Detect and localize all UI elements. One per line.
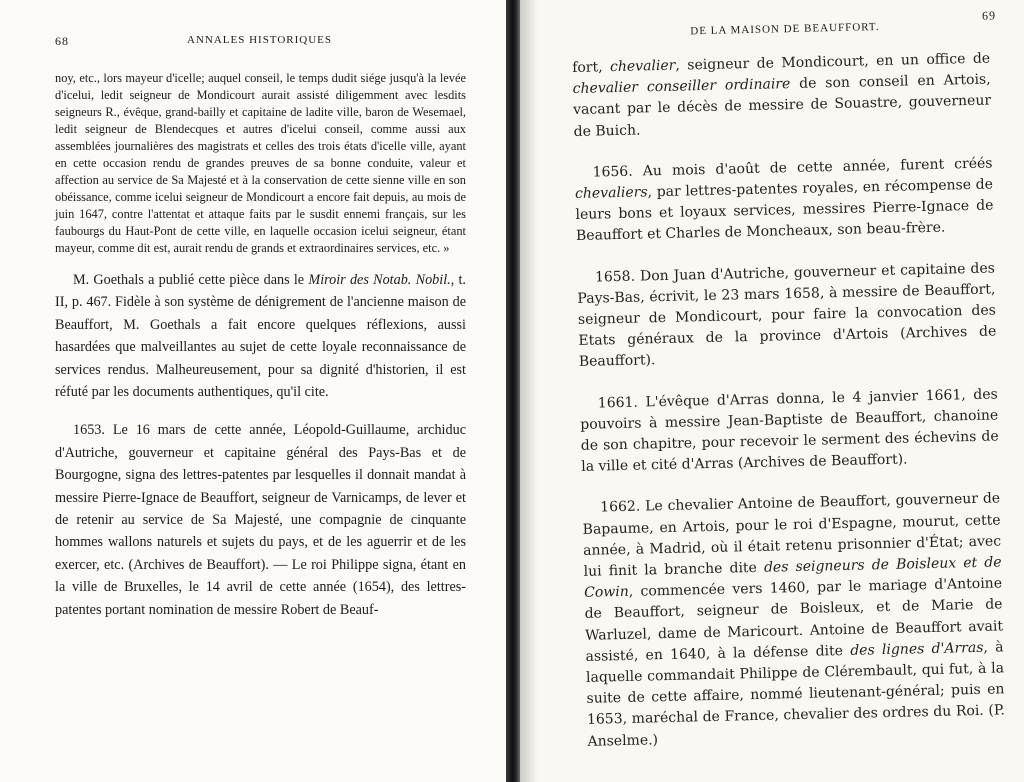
- p1662-text-c: , à laquelle commandait Philippe de Clérembault, qui fut, à la suite de cette affaire, nommé lieutenant-général; puis en 1653, maréchal de France, chevalier des ordres du Roi. (P. Anselme.): [585, 639, 1006, 750]
- left-running-title: ANNALES HISTORIQUES: [187, 34, 332, 46]
- paragraph-1662: [582, 489, 1006, 753]
- right-running-title: DE LA MAISON DE BEAUFFORT.: [690, 21, 880, 38]
- paragraph-1658: 1658. Don Juan d'Autriche, gouverneur et capitaine des Pays-Bas, écrivit, le 23 mars 1658, à messire de Beauffort, seigneur de Mondicourt, pour faire la convocation des Etats généraux de la province d'Artois (Archives de Beauffort).: [577, 260, 997, 371]
- p1656-italic: chevaliers: [574, 184, 648, 202]
- gutter-shadow: [520, 0, 538, 782]
- left-page-body: [55, 269, 466, 621]
- paragraph-1661: 1661. L'évêque d'Arras donna, le 4 janvier 1661, des pouvoirs à messire Jean-Baptiste de Beauffort, chanoine de son chapitre, pour recevoir le serment des échevins de la ville et cité d'Arras (Archives de Beauffort).: [580, 386, 999, 476]
- quoted-document-text: noy, etc., lors mayeur d'icelle; auquel conseil, le temps dudit siége jusqu'à la levée d'icelui, ledit seigneur de Mondicourt aurait assisté diligemment avec lesdits seigneurs R., évêque, grand-bailly et capitaine de ladite ville, baron de Wesemael, ledit seigneur de Blendecques et autres d'icelui conseil, comme aussi aux assemblées journalières des magistrats et celles des trois états d'icelle ville, ayant en cette occasion rendu de grandes preuves de sa bonne conduite, valeur et affection au service de Sa Majesté et à la conservation de cette sienne ville en son obéissance, comme icelui seigneur de Mondicourt a encore fait depuis, au mois de juin 1647, contre l'attentat et attaque faits par le susdit ennemi français, sur les faubourgs du Haut-Pont de cette ville, en laquelle occasion icelui seigneur, étant mayeur, comme dit est, aurait rendu de grands et extraordinaires services, etc. »: [55, 71, 466, 255]
- right-page: [520, 0, 1024, 782]
- cont-text-c: de son conseil en Artois, vacant par le décès de messire de Souastre, gouverneur de Buich.: [573, 71, 992, 140]
- cont-text-b: , seigneur de Mondicourt, en un office de: [675, 50, 991, 74]
- paragraph-goethals: [55, 269, 466, 403]
- right-page-number: 69: [981, 8, 997, 23]
- p1656-text-b: , par lettres-patentes royales, en récompense de leurs bons et loyaux services, messires Pierre-Ignace de Beauffort et Charles de Moncheaux, son beau-frère.: [575, 176, 994, 245]
- p1662-text-a: 1662. Le chevalier Antoine de Beauffort, gouverneur de Bapaume, en Artois, pour le roi d'Espagne, mourut, cette année, à Madrid, où il était retenu prisonnier d'État; avec lui finit la branche dite: [582, 490, 1002, 580]
- p1662-text-b: , commencée vers 1460, par le mariage d'Antoine de Beauffort, seigneur de Boisleux, et de Marie de Warluzel, dame de Maricourt. Antoine de Beauffort avait assisté, en 1640, à la défense dite: [584, 575, 1004, 665]
- paragraph-1653: 1653. Le 16 mars de cette année, Léopold-Guillaume, archiduc d'Autriche, gouverneur et capitaine général des Pays-Bas et de Bourgogne, signa des lettres-patentes par lesquelles il donnait mandat à messire Pierre-Ignace de Beauffort, seigneur de Varnicamps, de lever et de retenir au service de Sa Majesté, une compagnie de cinquante hommes wallons naturels et sujets du pays, et de les aguerrir et de les exercer, etc. (Archives de Beauffort). — Le roi Philippe signa, étant en la ville de Bruxelles, le 14 avril de cette année (1654), des lettres-patentes portant nomination de messire Robert de Beauf-: [55, 422, 466, 618]
- paragraph-1656: [574, 153, 994, 247]
- miroir-title: Miroir des Notab. Nobil.: [308, 272, 451, 288]
- left-page: [0, 0, 506, 782]
- paragraph-goethals-text-a: M. Goethals a publié cette pièce dans le: [73, 272, 309, 288]
- cont-italic-office: chevalier conseiller ordinaire: [572, 76, 791, 98]
- p1656-text-a: 1656. Au mois d'août de cette année, furent créés: [592, 155, 993, 181]
- right-page-body: [572, 49, 1006, 753]
- paragraph-continuation: [572, 49, 992, 143]
- p1662-italic-branch: des seigneurs de Boisleux et de Cowin: [583, 554, 1002, 602]
- paragraph-goethals-text-b: , t. II, p. 467. Fidèle à son système de dénigrement de l'ancienne maison de Beauffort, M. Goethals a fait encore quelques réflexions, aussi hasardées que malveillantes au sujet de cette loyale reconnaissance de services rendus. Malheureusement, pour sa dignité d'historien, il est réfuté par les documents authentiques, qu'il cite.: [55, 272, 466, 401]
- left-page-header: [55, 34, 466, 56]
- p1662-italic-lignes: des lignes d'Arras: [850, 639, 984, 659]
- cont-text-a: fort,: [572, 59, 611, 76]
- book-gutter: [506, 0, 520, 782]
- left-page-number: 68: [55, 34, 69, 48]
- cont-italic-chevalier: chevalier: [609, 57, 676, 76]
